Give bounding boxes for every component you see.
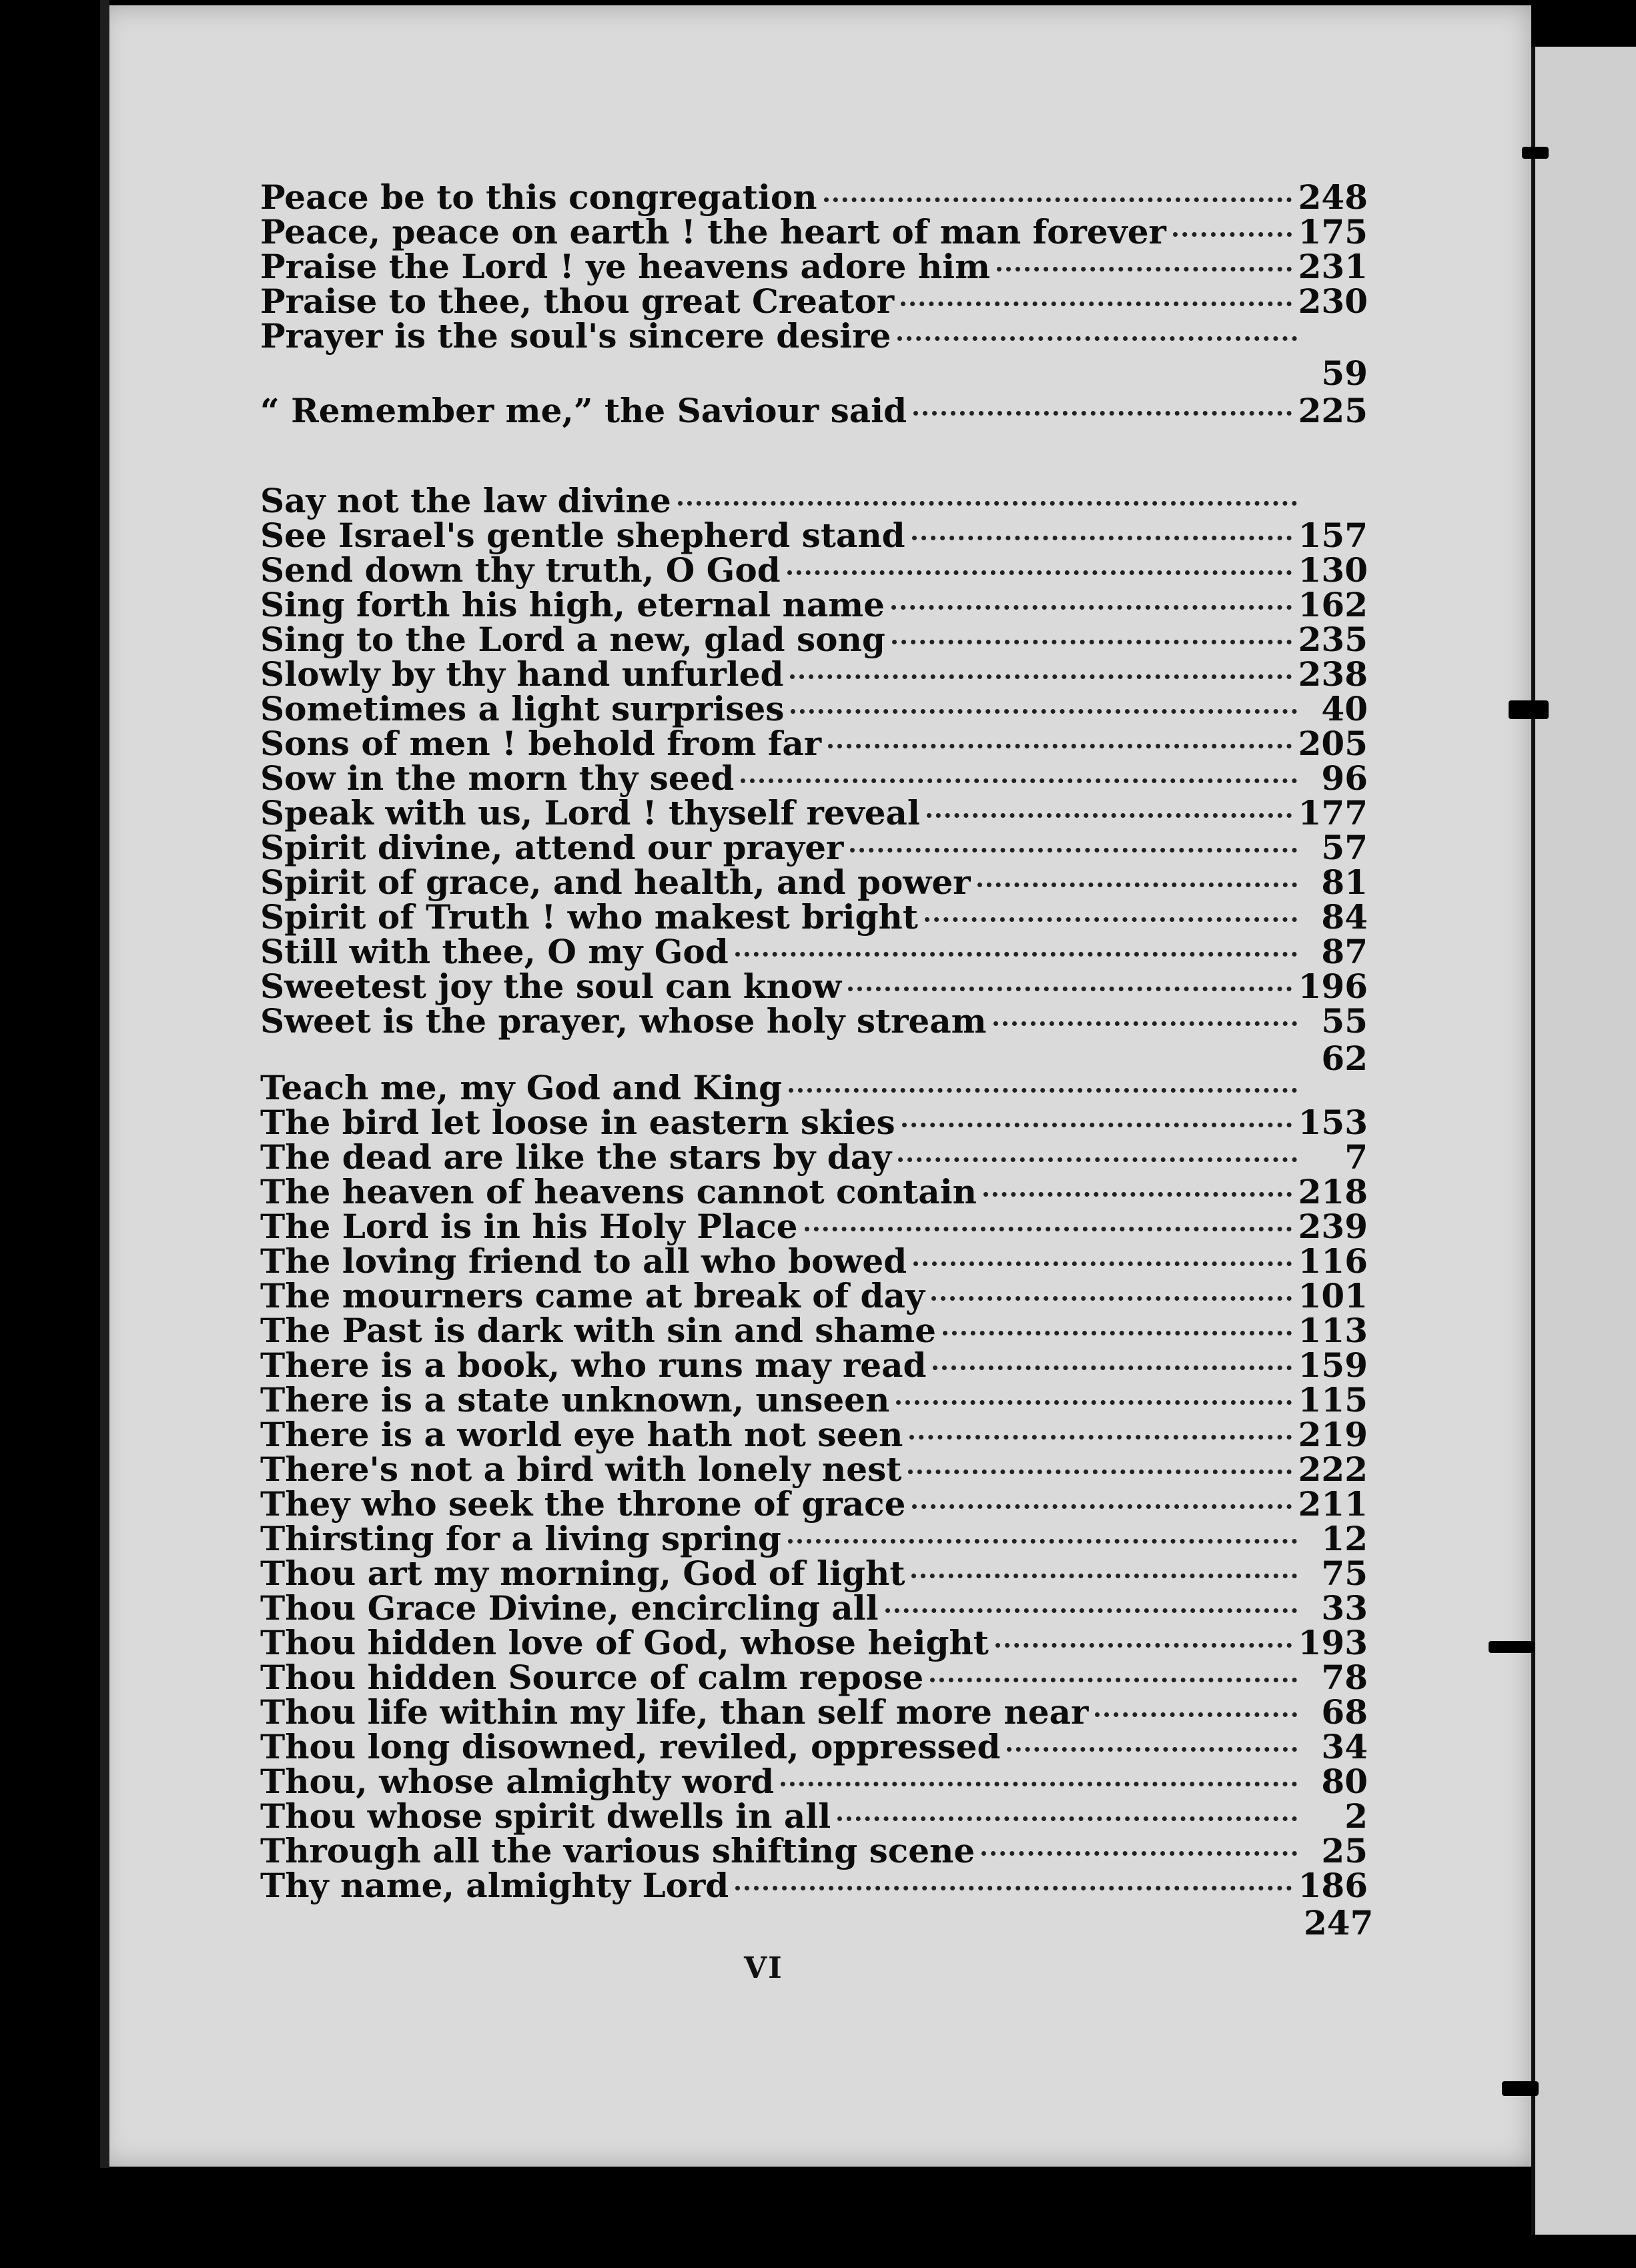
dot-leader — [902, 1117, 1292, 1127]
hymn-first-line: Sweetest joy the soul can know — [260, 967, 842, 1006]
hymn-first-line: Praise to thee, thou great Creator — [260, 281, 895, 321]
hymn-first-line: Sing forth his high, eternal name — [260, 585, 885, 624]
index-entry — [260, 1556, 1368, 1591]
hymn-number: 62 — [1321, 1039, 1368, 1078]
hymn-first-line: Peace be to this congregation — [260, 177, 817, 217]
index-entry — [260, 212, 1368, 251]
dot-leader — [909, 1430, 1291, 1440]
index-entry — [260, 1380, 1368, 1420]
dot-leader — [993, 1016, 1297, 1026]
dot-leader — [678, 496, 1297, 506]
index-entry — [260, 1345, 1368, 1385]
binding-stitch-mark — [1502, 2081, 1539, 2096]
dot-leader — [1095, 1707, 1297, 1717]
binding-stitch-mark — [1509, 700, 1549, 719]
dot-leader — [930, 1672, 1297, 1682]
hymn-number: 96 — [1321, 758, 1368, 798]
index-entry — [260, 654, 1368, 694]
dot-leader — [891, 600, 1292, 610]
hymn-number: 2 — [1344, 1796, 1368, 1836]
dot-leader — [908, 1464, 1291, 1474]
dot-leader — [913, 1256, 1291, 1266]
index-entry — [260, 249, 1368, 284]
hymn-first-line: Thou life within my life, than self more near — [260, 1692, 1089, 1732]
index-entry — [260, 1001, 1368, 1041]
index-entry — [260, 550, 1368, 590]
binding-stitch-mark — [1522, 147, 1549, 159]
dot-leader — [983, 1187, 1292, 1197]
hymn-number: 87 — [1321, 932, 1368, 971]
hymn-number: 162 — [1298, 585, 1368, 624]
hymn-number: 57 — [1321, 828, 1368, 867]
index-entry — [260, 865, 1368, 900]
hymn-first-line: Spirit of Truth ! who makest bright — [260, 897, 918, 937]
hymn-number: 7 — [1344, 1137, 1368, 1177]
hymn-number: 238 — [1298, 654, 1368, 694]
dot-leader — [896, 1395, 1291, 1405]
index-entry — [260, 1727, 1368, 1766]
hymn-number: 235 — [1298, 620, 1368, 659]
hymn-first-line: Thou, whose almighty word — [260, 1762, 775, 1801]
index-entry — [260, 830, 1368, 865]
hymn-first-line: Say not the law divine — [260, 481, 671, 520]
dot-leader — [741, 773, 1297, 783]
hymn-number: 59 — [1321, 354, 1368, 393]
dot-leader — [931, 1291, 1292, 1301]
dot-leader — [1173, 227, 1292, 237]
hymn-first-line: Peace, peace on earth ! the heart of man forever — [260, 212, 1166, 251]
index-entry — [260, 1068, 1368, 1107]
hymn-number: 115 — [1298, 1380, 1368, 1420]
dot-leader — [781, 1776, 1297, 1786]
index-entry — [260, 281, 1368, 321]
index-entry — [260, 1764, 1368, 1799]
dot-leader — [901, 296, 1291, 306]
hymn-first-line: Still with thee, O my God — [260, 932, 729, 971]
hymn-first-line: Spirit divine, attend our prayer — [260, 828, 844, 867]
hymn-first-line: Sons of men ! behold from far — [260, 724, 822, 763]
hymn-first-line: Sow in the morn thy seed — [260, 758, 735, 798]
index-entry — [260, 1692, 1368, 1732]
dot-leader — [735, 947, 1297, 957]
hymn-first-line: Slowly by thy hand unfurled — [260, 654, 784, 694]
index-entry — [260, 1660, 1368, 1695]
hymn-number: 205 — [1298, 724, 1368, 763]
hymn-number: 193 — [1298, 1623, 1368, 1662]
dot-leader — [997, 261, 1292, 271]
hymn-first-line: There is a book, who runs may read — [260, 1345, 927, 1385]
index-entry — [260, 1209, 1368, 1244]
hymn-first-line: The Past is dark with sin and shame — [260, 1311, 936, 1350]
dot-leader — [790, 669, 1291, 679]
index-entry — [260, 1623, 1368, 1662]
hymn-number: 186 — [1298, 1866, 1368, 1905]
hymn-number: 153 — [1298, 1103, 1368, 1142]
dot-leader — [927, 808, 1292, 818]
hymn-first-line: Thirsting for a living spring — [260, 1519, 781, 1558]
hymn-first-line: Sometimes a light surprises — [260, 689, 785, 728]
hymn-number: 34 — [1321, 1727, 1368, 1766]
dot-leader — [735, 1880, 1291, 1890]
index-entry — [260, 758, 1368, 798]
hymn-number: 55 — [1321, 1001, 1368, 1041]
index-entry — [260, 518, 1368, 553]
hymn-number: 159 — [1298, 1345, 1368, 1385]
hymn-number: 81 — [1321, 863, 1368, 902]
index-entry — [260, 585, 1368, 624]
dot-leader — [1007, 1742, 1297, 1752]
page-folio: VI — [744, 1951, 783, 1985]
hymn-first-line: The Lord is in his Holy Place — [260, 1207, 798, 1246]
hymn-first-line: Speak with us, Lord ! thyself reveal — [260, 793, 920, 832]
hymn-number: 113 — [1298, 1311, 1368, 1350]
index-entry — [260, 793, 1368, 832]
hymn-first-line: Thou hidden Source of calm repose — [260, 1658, 924, 1697]
hymn-first-line: See Israel's gentle shepherd stand — [260, 516, 905, 555]
hymn-number: 222 — [1298, 1450, 1368, 1489]
dot-leader — [824, 192, 1292, 202]
hymn-number: 196 — [1298, 967, 1368, 1006]
index-entry — [260, 1172, 1368, 1211]
hymn-number: 116 — [1298, 1241, 1368, 1281]
hymn-number: 84 — [1321, 897, 1368, 937]
index-entry — [260, 622, 1368, 657]
hymn-first-line: The dead are like the stars by day — [260, 1137, 892, 1177]
index-entry — [260, 897, 1368, 937]
hymn-number: 218 — [1298, 1172, 1368, 1211]
dot-leader — [850, 842, 1297, 853]
index-entry — [260, 1241, 1368, 1281]
index-entry — [260, 481, 1368, 520]
hymn-number: 248 — [1298, 177, 1368, 217]
hymn-number: 68 — [1321, 1692, 1368, 1732]
index-entry — [260, 932, 1368, 971]
hymn-first-line: There's not a bird with lonely nest — [260, 1450, 902, 1489]
dot-leader — [787, 565, 1292, 575]
index-entry — [260, 1313, 1368, 1348]
index-entry — [260, 1137, 1368, 1177]
hymn-first-line: Through all the various shifting scene — [260, 1831, 975, 1870]
dot-leader — [913, 406, 1291, 416]
hymn-first-line: There is a state unknown, unseen — [260, 1380, 890, 1420]
index-entry — [260, 1276, 1368, 1315]
dot-leader — [848, 981, 1291, 991]
binding-stitch-mark — [1489, 1641, 1535, 1653]
hymn-number: 130 — [1298, 550, 1368, 590]
dot-leader — [789, 1083, 1297, 1093]
hymn-first-line: The loving friend to all who bowed — [260, 1241, 907, 1281]
index-entry — [260, 1519, 1368, 1558]
hymn-first-line: Praise the Lord ! ye heavens adore him — [260, 247, 991, 286]
index-entry — [260, 969, 1368, 1004]
index-entry — [260, 177, 1368, 217]
hymn-number: 230 — [1298, 281, 1368, 321]
hymn-first-line: Teach me, my God and King — [260, 1068, 783, 1107]
dot-leader — [977, 877, 1297, 887]
dot-leader — [791, 704, 1297, 714]
index-entry — [260, 1452, 1368, 1487]
dot-leader — [885, 1603, 1297, 1613]
hymn-number: 247 — [1304, 1903, 1374, 1942]
hymn-number: 239 — [1298, 1207, 1368, 1246]
dot-leader — [995, 1638, 1292, 1648]
dot-leader — [925, 912, 1297, 922]
index-entry — [260, 1415, 1368, 1454]
dot-leader — [805, 1221, 1292, 1231]
hymn-number: 80 — [1321, 1762, 1368, 1801]
hymn-number: 175 — [1298, 212, 1368, 251]
hymn-first-line: Thy name, almighty Lord — [260, 1866, 729, 1905]
index-entry — [260, 1484, 1368, 1524]
index-entry — [260, 689, 1368, 728]
hymn-first-line: “ Remember me,” the Saviour said — [260, 391, 907, 430]
hymn-first-line: Thou art my morning, God of light — [260, 1554, 905, 1593]
hymn-first-line: Send down thy truth, O God — [260, 550, 781, 590]
dot-leader — [897, 331, 1297, 341]
hymn-first-line: The bird let loose in eastern skies — [260, 1103, 895, 1142]
hymn-number: 33 — [1321, 1588, 1368, 1628]
dot-leader — [933, 1360, 1291, 1370]
dot-leader — [943, 1325, 1292, 1335]
hymn-first-line: Thou whose spirit dwells in all — [260, 1796, 831, 1836]
hymn-number: 101 — [1298, 1276, 1368, 1315]
index-entry — [260, 726, 1368, 761]
hymn-number: 25 — [1321, 1831, 1368, 1870]
dot-leader — [828, 738, 1292, 748]
hymn-first-line: Prayer is the soul's sincere desire — [260, 316, 891, 356]
hymn-first-line: There is a world eye hath not seen — [260, 1415, 903, 1454]
hymn-first-line: Thou long disowned, reviled, oppressed — [260, 1727, 1001, 1766]
dot-leader — [788, 1534, 1297, 1544]
dot-leader — [898, 1152, 1297, 1162]
dot-leader — [912, 1499, 1291, 1509]
hymn-number: 177 — [1298, 793, 1368, 832]
hymn-first-line: Sweet is the prayer, whose holy stream — [260, 1001, 987, 1041]
hymn-number: 75 — [1321, 1554, 1368, 1593]
index-entry — [260, 1868, 1368, 1903]
hymn-first-line: The mourners came at break of day — [260, 1276, 925, 1315]
index-entry — [260, 1796, 1368, 1836]
dot-leader — [837, 1811, 1297, 1821]
hymn-first-line: The heaven of heavens cannot contain — [260, 1172, 977, 1211]
index-entry — [260, 1105, 1368, 1140]
hymn-first-line: Sing to the Lord a new, glad song — [260, 620, 885, 659]
index-entry — [260, 1831, 1368, 1870]
hymn-first-line: They who seek the throne of grace — [260, 1484, 906, 1524]
hymn-number: 225 — [1298, 391, 1368, 430]
hymn-first-line: Thou hidden love of God, whose height — [260, 1623, 989, 1662]
hymn-number: 211 — [1298, 1484, 1368, 1524]
page-left-edge — [100, 0, 109, 2168]
dot-leader — [892, 634, 1292, 644]
hymn-number: 78 — [1321, 1658, 1368, 1697]
hymn-number: 12 — [1321, 1519, 1368, 1558]
index-entry — [260, 316, 1368, 356]
hymn-number: 157 — [1298, 516, 1368, 555]
index-entry — [260, 1588, 1368, 1628]
index-entry — [260, 391, 1368, 430]
hymn-first-line: Thou Grace Divine, encircling all — [260, 1588, 879, 1628]
hymn-number: 40 — [1321, 689, 1368, 728]
hymn-first-line: Spirit of grace, and health, and power — [260, 863, 971, 902]
dot-leader — [981, 1846, 1297, 1856]
hymn-number: 231 — [1298, 247, 1368, 286]
facing-page-edge — [1531, 47, 1636, 2235]
dot-leader — [912, 530, 1292, 540]
dot-leader — [911, 1568, 1297, 1578]
hymn-number: 219 — [1298, 1415, 1368, 1454]
